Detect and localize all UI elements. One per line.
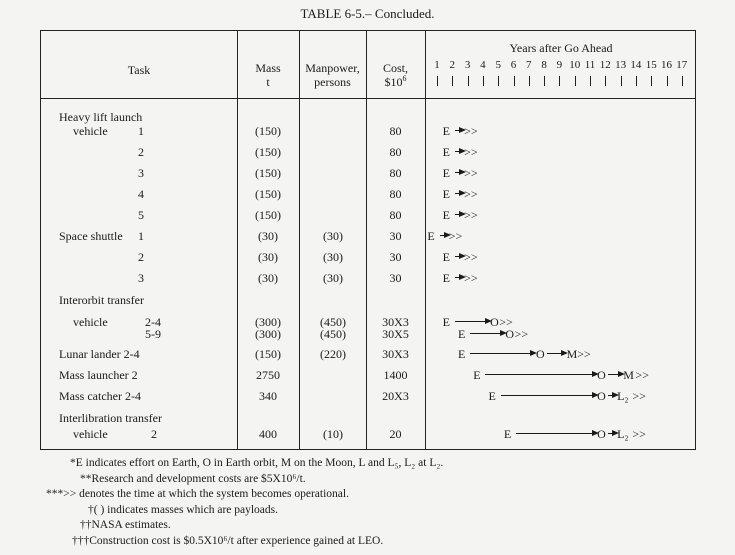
year-tick bbox=[682, 76, 683, 86]
manpower-value: (30) bbox=[323, 271, 343, 285]
task-header: Task bbox=[127, 63, 151, 77]
year-tick bbox=[468, 76, 469, 86]
year-label: 8 bbox=[541, 59, 547, 71]
schedule-arrow bbox=[516, 433, 596, 434]
task-group-label: vehicle bbox=[73, 427, 108, 441]
year-tick bbox=[498, 76, 499, 86]
task-unit: 5-9 bbox=[145, 327, 161, 341]
schedule-arrow bbox=[455, 172, 463, 173]
years-header: Years after Go Ahead bbox=[509, 41, 613, 55]
schedule-arrow bbox=[608, 395, 616, 396]
schedule-marker: >> bbox=[448, 229, 463, 243]
schedule-arrow bbox=[470, 353, 534, 354]
schedule-marker: >> bbox=[464, 166, 478, 180]
task-unit: 2 bbox=[151, 427, 157, 441]
year-tick bbox=[667, 76, 668, 86]
manpower-value: (220) bbox=[320, 347, 346, 361]
task-unit: 4 bbox=[138, 187, 144, 201]
header-divider bbox=[41, 98, 695, 99]
year-label: 10 bbox=[569, 59, 581, 71]
cost-value: 20 bbox=[389, 427, 402, 441]
schedule-marker: M bbox=[566, 347, 578, 361]
schedule-marker: >> bbox=[464, 145, 478, 159]
schedule-marker: E bbox=[442, 145, 450, 159]
year-label: 1 bbox=[434, 59, 440, 71]
year-label: 9 bbox=[556, 59, 563, 71]
schedule-marker: >> bbox=[635, 368, 649, 382]
task-group-label: Lunar lander 2-4 bbox=[59, 347, 140, 361]
schedule-marker: L₂ bbox=[617, 389, 629, 403]
mass-value: 2750 bbox=[256, 368, 280, 382]
schedule-marker: >> bbox=[464, 124, 478, 138]
mass-value: (150) bbox=[255, 347, 281, 361]
schedule-marker: E bbox=[442, 315, 450, 329]
task-unit: 2-4 bbox=[145, 315, 161, 329]
footnote: ††NASA estimates. bbox=[80, 519, 171, 531]
year-label: 15 bbox=[645, 59, 657, 71]
schedule-arrow bbox=[455, 130, 463, 131]
task-unit: 2 bbox=[138, 145, 144, 159]
year-tick bbox=[651, 76, 652, 86]
year-label: 6 bbox=[510, 59, 517, 71]
year-tick bbox=[452, 76, 453, 86]
task-unit: 1 bbox=[138, 229, 144, 243]
task-group-label: Interorbit transfer bbox=[59, 293, 144, 307]
schedule-arrow bbox=[455, 256, 463, 257]
year-label: 14 bbox=[630, 59, 642, 71]
schedule-marker: >> bbox=[464, 271, 478, 285]
schedule-marker: E bbox=[503, 427, 512, 441]
cost-value: 30X3 bbox=[382, 347, 409, 361]
cost-value: 30X3 bbox=[382, 315, 409, 329]
mass-value: (300) bbox=[255, 327, 281, 341]
cost-value: 80 bbox=[389, 208, 402, 222]
table-title: TABLE 6-5.– Concluded. bbox=[300, 6, 435, 21]
schedule-arrow bbox=[440, 235, 448, 236]
footnote: †( ) indicates masses which are payloads. bbox=[88, 503, 279, 516]
schedule-marker: >> bbox=[464, 250, 478, 264]
task-group-label: Interlibration transfer bbox=[59, 411, 162, 425]
task-unit: 5 bbox=[138, 208, 144, 222]
schedule-marker: E bbox=[457, 327, 466, 341]
manpower-value: (30) bbox=[323, 229, 343, 243]
schedule-marker: E bbox=[442, 271, 450, 285]
schedule-marker: E bbox=[457, 347, 466, 361]
task-group-label: Space shuttle bbox=[59, 229, 123, 243]
schedule-table bbox=[40, 30, 696, 450]
task-unit: 2 bbox=[138, 250, 144, 264]
mass-value: (150) bbox=[255, 187, 281, 201]
manpower-value: (450) bbox=[320, 327, 346, 341]
schedule-marker: E bbox=[442, 187, 450, 201]
schedule-marker: E bbox=[427, 229, 435, 243]
manpower-value: (10) bbox=[323, 427, 343, 441]
cost-value: 80 bbox=[389, 187, 402, 201]
cost-value: 20X3 bbox=[382, 389, 409, 403]
schedule-marker: O bbox=[535, 347, 545, 361]
column-divider bbox=[425, 31, 426, 449]
task-unit: 3 bbox=[138, 271, 144, 285]
manpower-header: Manpower, persons bbox=[305, 61, 360, 89]
footnote: †††Construction cost is $0.5X10⁶/t after experience gained at LEO. bbox=[72, 534, 384, 547]
year-tick bbox=[559, 76, 560, 86]
year-label: 4 bbox=[480, 59, 486, 71]
schedule-marker: E bbox=[442, 250, 450, 264]
year-label: 7 bbox=[526, 59, 532, 71]
schedule-arrow bbox=[485, 374, 595, 375]
schedule-marker: >> bbox=[632, 427, 646, 441]
schedule-marker: E bbox=[442, 166, 450, 180]
cost-value: 30 bbox=[389, 229, 402, 243]
year-tick bbox=[544, 76, 545, 86]
year-tick bbox=[590, 76, 591, 86]
mass-value: (30) bbox=[258, 229, 278, 243]
year-tick bbox=[437, 76, 438, 86]
mass-value: (150) bbox=[255, 208, 281, 222]
schedule-arrow bbox=[547, 353, 565, 354]
schedule-arrow bbox=[455, 321, 489, 322]
schedule-marker: E bbox=[442, 124, 450, 138]
footnote: *E indicates effort on Earth, O in Earth orbit, M on the Moon, L and L₅, L₂ at L₂. bbox=[70, 457, 444, 469]
schedule-marker: M bbox=[623, 368, 634, 382]
year-label: 11 bbox=[584, 59, 596, 71]
schedule-marker: >> bbox=[499, 315, 513, 329]
schedule-marker: O bbox=[597, 389, 606, 403]
schedule-marker: >> bbox=[464, 208, 478, 222]
year-tick bbox=[483, 76, 484, 86]
task-group-label: Mass launcher 2 bbox=[59, 368, 138, 382]
manpower-value: (30) bbox=[323, 250, 343, 264]
cost-value: 30X5 bbox=[382, 327, 409, 341]
year-tick bbox=[605, 76, 606, 86]
mass-value: 340 bbox=[259, 389, 277, 403]
cost-header: Cost, $\$10^6$ bbox=[382, 61, 408, 89]
cost-value: 80 bbox=[389, 124, 402, 138]
schedule-marker: E bbox=[473, 368, 481, 382]
task-unit: 1 bbox=[138, 124, 144, 138]
schedule-marker: >> bbox=[464, 187, 478, 201]
mass-value: (30) bbox=[258, 271, 278, 285]
schedule-marker: >> bbox=[577, 347, 591, 361]
year-label: 5 bbox=[495, 59, 501, 71]
year-tick bbox=[636, 76, 637, 86]
year-label: 12 bbox=[599, 59, 611, 71]
schedule-arrow bbox=[455, 214, 463, 215]
schedule-arrow bbox=[455, 277, 463, 278]
task-unit: 3 bbox=[138, 166, 144, 180]
year-tick bbox=[575, 76, 576, 86]
cost-value: 30 bbox=[389, 250, 402, 264]
footnote: **Research and development costs are $5X10⁶/t. bbox=[80, 472, 306, 485]
year-tick bbox=[621, 76, 622, 86]
schedule-arrow bbox=[455, 193, 463, 194]
schedule-marker: O bbox=[490, 315, 499, 329]
schedule-marker: O bbox=[597, 368, 606, 382]
task-group-label: Heavy lift launch bbox=[59, 110, 143, 124]
schedule-arrow bbox=[608, 374, 622, 375]
cost-value: 1400 bbox=[383, 368, 408, 382]
schedule-marker: >> bbox=[514, 327, 529, 341]
task-group-label: Mass catcher 2-4 bbox=[59, 389, 141, 403]
schedule-marker: >> bbox=[632, 389, 646, 403]
schedule-arrow bbox=[455, 151, 463, 152]
schedule-arrow bbox=[608, 433, 616, 434]
mass-value: 400 bbox=[259, 427, 277, 441]
year-tick bbox=[529, 76, 530, 86]
year-label: 13 bbox=[615, 59, 627, 71]
year-tick bbox=[514, 76, 515, 86]
mass-value: (30) bbox=[258, 250, 278, 264]
mass-value: (150) bbox=[255, 166, 281, 180]
manpower-value: (450) bbox=[320, 315, 346, 329]
mass-value: (300) bbox=[255, 315, 281, 329]
cost-value: 30 bbox=[389, 271, 402, 285]
mass-header: Mass t bbox=[255, 61, 281, 89]
year-label: 17 bbox=[676, 59, 688, 71]
schedule-marker: O bbox=[505, 327, 515, 341]
mass-value: (150) bbox=[255, 124, 281, 138]
schedule-marker: E bbox=[488, 389, 496, 403]
schedule-marker: E bbox=[442, 208, 450, 222]
year-label: 3 bbox=[464, 59, 471, 71]
footnote: ***>> denotes the time at which the system becomes operational. bbox=[46, 488, 349, 500]
schedule-marker: O bbox=[597, 427, 606, 441]
schedule-arrow bbox=[470, 333, 504, 334]
schedule-arrow bbox=[501, 395, 596, 396]
schedule-marker: L₂ bbox=[617, 427, 629, 441]
year-label: 2 bbox=[449, 59, 456, 71]
task-group-label: vehicle bbox=[73, 124, 108, 138]
mass-value: (150) bbox=[255, 145, 281, 159]
year-label: 16 bbox=[661, 59, 672, 71]
cost-value: 80 bbox=[389, 145, 402, 159]
task-group-label: vehicle bbox=[73, 315, 108, 329]
cost-value: 80 bbox=[389, 166, 402, 180]
